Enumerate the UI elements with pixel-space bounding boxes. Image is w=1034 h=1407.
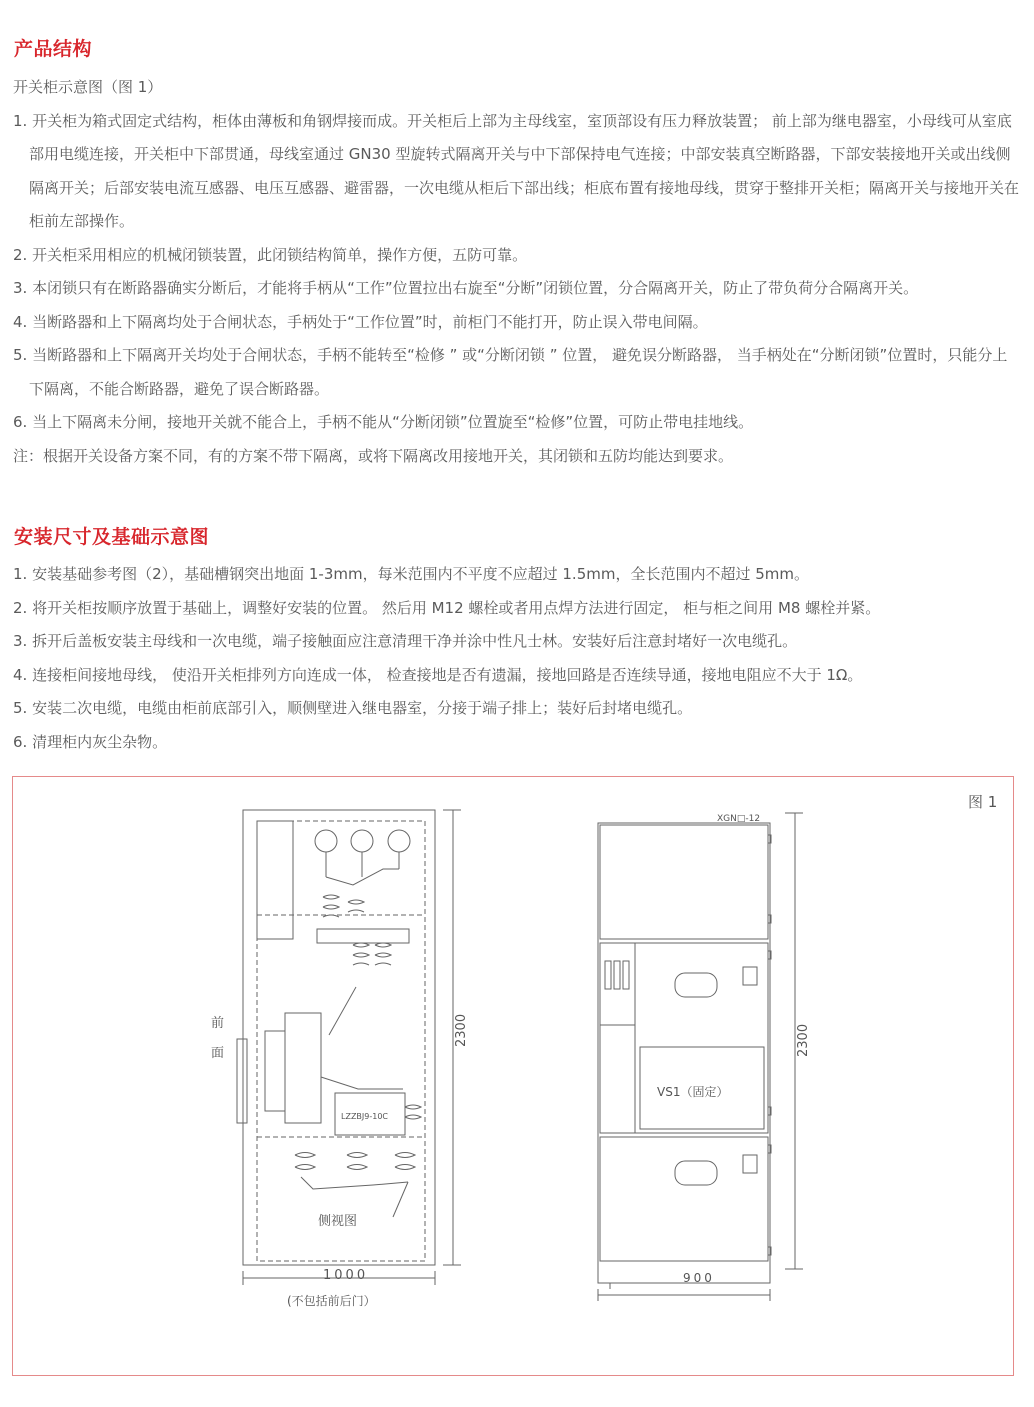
busbar-2 — [351, 830, 373, 852]
side-height-label: 2300 — [454, 1013, 469, 1047]
figure-reference-text: 开关柜示意图（图 1） — [13, 78, 163, 96]
busbar-3 — [388, 830, 410, 852]
list-item: 6. 清理柜内灰尘杂物。 — [13, 732, 168, 751]
list-item: 5. 安装二次电缆，电缆由柜前底部引入，顺侧壁进入继电器室，分接于端子排上；装好后封堵电缆孔。 — [13, 699, 693, 717]
section-product-structure-body — [13, 71, 1022, 473]
middle-viewing-window — [675, 973, 717, 997]
relay-compartment — [257, 821, 293, 939]
front-cabinet-outline — [598, 823, 770, 1283]
section-installation-body — [13, 558, 1022, 759]
side-cabinet-inner — [257, 821, 425, 1261]
front-width-label: 900 — [683, 1271, 715, 1285]
list-item: 4. 连接柜间接地母线， 使沿开关柜排列方向连成一体， 检查接地是否有遗漏，接地回路是否连续导通，接地电阻应不大于 1Ω。 — [13, 665, 863, 684]
front-height-label: 2300 — [796, 1023, 811, 1057]
section-title-product-structure: 产品结构 — [14, 38, 93, 60]
list-item: 6. 当上下隔离未分闸，接地开关就不能合上，手柄不能从“分断闭锁”位置旋至“检修”位置，可防止带电挂地线。 — [13, 413, 754, 431]
list-item: 4. 当断路器和上下隔离均处于合闸状态，手柄处于“工作位置”时，前柜门不能打开，防止误入带电间隔。 — [13, 312, 708, 331]
ct-model-label: LZZBJ9-10C — [341, 1112, 389, 1121]
figure-box — [12, 776, 1014, 1376]
side-width-label: 1000 — [323, 1268, 369, 1283]
bottom-viewing-window — [675, 1161, 717, 1185]
bottom-indicator — [743, 1155, 757, 1173]
switchgear-drawing — [13, 777, 1013, 1375]
figure-label: 图 1 — [968, 793, 998, 811]
list-item: 3. 拆开后盖板安装主母线和一次电缆，端子接触面应注意清理干净并涂中性凡士林。安装好后注意封堵好一次电缆孔。 — [13, 632, 798, 650]
front-label-1: 前面 — [211, 1016, 225, 1061]
middle-indicator — [743, 967, 757, 985]
circuit-breaker-body — [285, 1013, 321, 1123]
note-text: 注：根据开关设备方案不同，有的方案不带下隔离，或将下隔离改用接地开关，其闭锁和五防均能达到要求。 — [13, 446, 734, 465]
breaker-label: VS1（固定） — [657, 1085, 729, 1099]
list-item: 5. 当断路器和上下隔离开关均处于合闸状态，手柄不能转至“检修 ” 或“分断闭锁 ” 位置， 避免误分断路器， 当手柄处在“分断闭锁”位置时，只能分上下隔离，不能合断路器，避免了误合断路器。 — [13, 346, 1008, 398]
list-item: 2. 将开关柜按顺序放置于基础上，调整好安装的位置。 然后用 M12 螺栓或者用点焊方法进行固定， 柜与柜之间用 M8 螺栓并紧。 — [13, 598, 881, 617]
side-cabinet-outline — [243, 810, 435, 1265]
section-title-installation: 安装尺寸及基础示意图 — [14, 526, 210, 548]
side-view-caption: 侧视图 — [318, 1214, 358, 1229]
list-item: 1. 安装基础参考图（2），基础槽钢突出地面 1-3mm，每米范围内不平度不应超过 1.5mm，全长范围内不超过 5mm。 — [13, 565, 810, 583]
list-item: 2. 开关柜采用相应的机械闭锁装置，此闭锁结构简单，操作方便，五防可靠。 — [13, 245, 528, 264]
list-item: 3. 本闭锁只有在断路器确实分断后，才能将手柄从“工作”位置拉出右旋至“分断”闭锁位置，分合隔离开关，防止了带负荷分合隔离开关。 — [13, 279, 919, 297]
front-model-label: XGN□-12 — [717, 814, 761, 824]
list-item: 1. 开关柜为箱式固定式结构，柜体由薄板和角钢焊接而成。开关柜后上部为主母线室，室顶部设有压力释放装置； 前上部为继电器室，小母线可从室底部用电缆连接，开关柜中下部贯通，母线室通过 GN30 型旋转式隔离开关与中下部保持电气连接；中部安装真空断路器，下部安装接地开关或出线侧隔离开关；后部安装电流互感器、电压互感器、避雷器，一次电缆从柜后下部出线；柜底布置有接地母线，贯穿于整排开关柜；隔离开关与接地开关在柜前左部操作。 — [13, 111, 1020, 230]
front-top-door — [600, 825, 768, 939]
upper-insulators — [323, 895, 364, 917]
side-width-note: (不包括前后门） — [287, 1294, 376, 1308]
busbar-1 — [315, 830, 337, 852]
